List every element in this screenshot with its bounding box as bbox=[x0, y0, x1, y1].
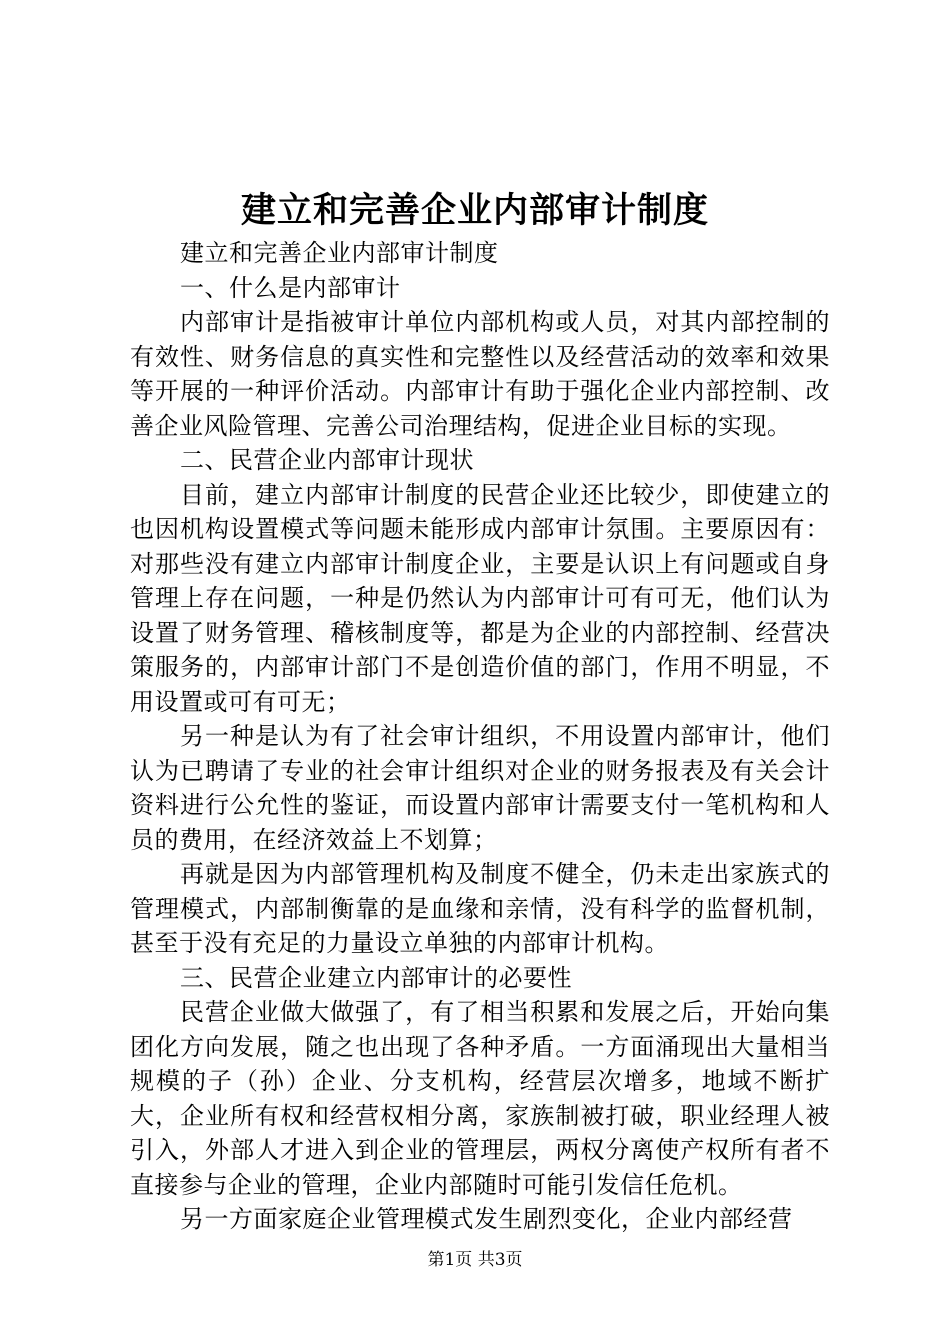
paragraph: 内部审计是指被审计单位内部机构或人员，对其内部控制的有效性、财务信息的真实性和完整性以及经营活动的效率和效果等开展的一种评价活动。内部审计有助于强化企业内部控制、改善企业风险管理、完善公司治理结构，促进企业目标的实现。 bbox=[130, 308, 830, 440]
page-total: 共3页 bbox=[477, 1250, 523, 1270]
section-heading-3: 三、民营企业建立内部审计的必要性 bbox=[180, 963, 572, 992]
paragraph: 再就是因为内部管理机构及制度不健全，仍未走出家族式的管理模式，内部制衡靠的是血缘和亲情，没有科学的监督机制，甚至于没有充足的力量设立单独的内部审计机构。 bbox=[130, 860, 830, 957]
paragraph: 另一种是认为有了社会审计组织，不用设置内部审计，他们认为已聘请了专业的社会审计组织对企业的财务报表及有关会计资料进行公允性的鉴证，而设置内部审计需要支付一笔机构和人员的费用，在经济效益上不划算； bbox=[130, 722, 830, 854]
document-title: 建立和完善企业内部审计制度 bbox=[240, 190, 709, 231]
page-number: 第1页 bbox=[427, 1250, 473, 1270]
paragraph: 目前，建立内部审计制度的民营企业还比较少，即使建立的也因机构设置模式等问题未能形成内部审计氛围。主要原因有：对那些没有建立内部审计制度企业，主要是认识上有问题或自身管理上存在问题，一种是仍然认为内部审计可有可无，他们认为设置了财务管理、稽核制度等，都是为企业的内部控制、经营决策服务的，内部审计部门不是创造价值的部门，作用不明显，不用设置或可有可无； bbox=[130, 480, 830, 716]
paragraph: 民营企业做大做强了，有了相当积累和发展之后，开始向集团化方向发展，随之也出现了各种矛盾。一方面涌现出大量相当规模的子（孙）企业、分支机构，经营层次增多，地域不断扩大，企业所有权和经营权相分离，家族制被打破，职业经理人被引入，外部人才进入到企业的管理层，两权分离使产权所有者不直接参与企业的管理，企业内部随时可能引发信任危机。 bbox=[130, 998, 830, 1199]
document-body bbox=[130, 236, 830, 1237]
paragraph: 另一方面家庭企业管理模式发生剧烈变化，企业内部经营 bbox=[180, 1205, 793, 1233]
section-heading-2: 二、民营企业内部审计现状 bbox=[180, 446, 474, 474]
section-heading-1: 一、什么是内部审计 bbox=[180, 273, 401, 302]
paragraph-subtitle: 建立和完善企业内部审计制度 bbox=[180, 239, 499, 267]
page-footer bbox=[0, 1245, 950, 1270]
